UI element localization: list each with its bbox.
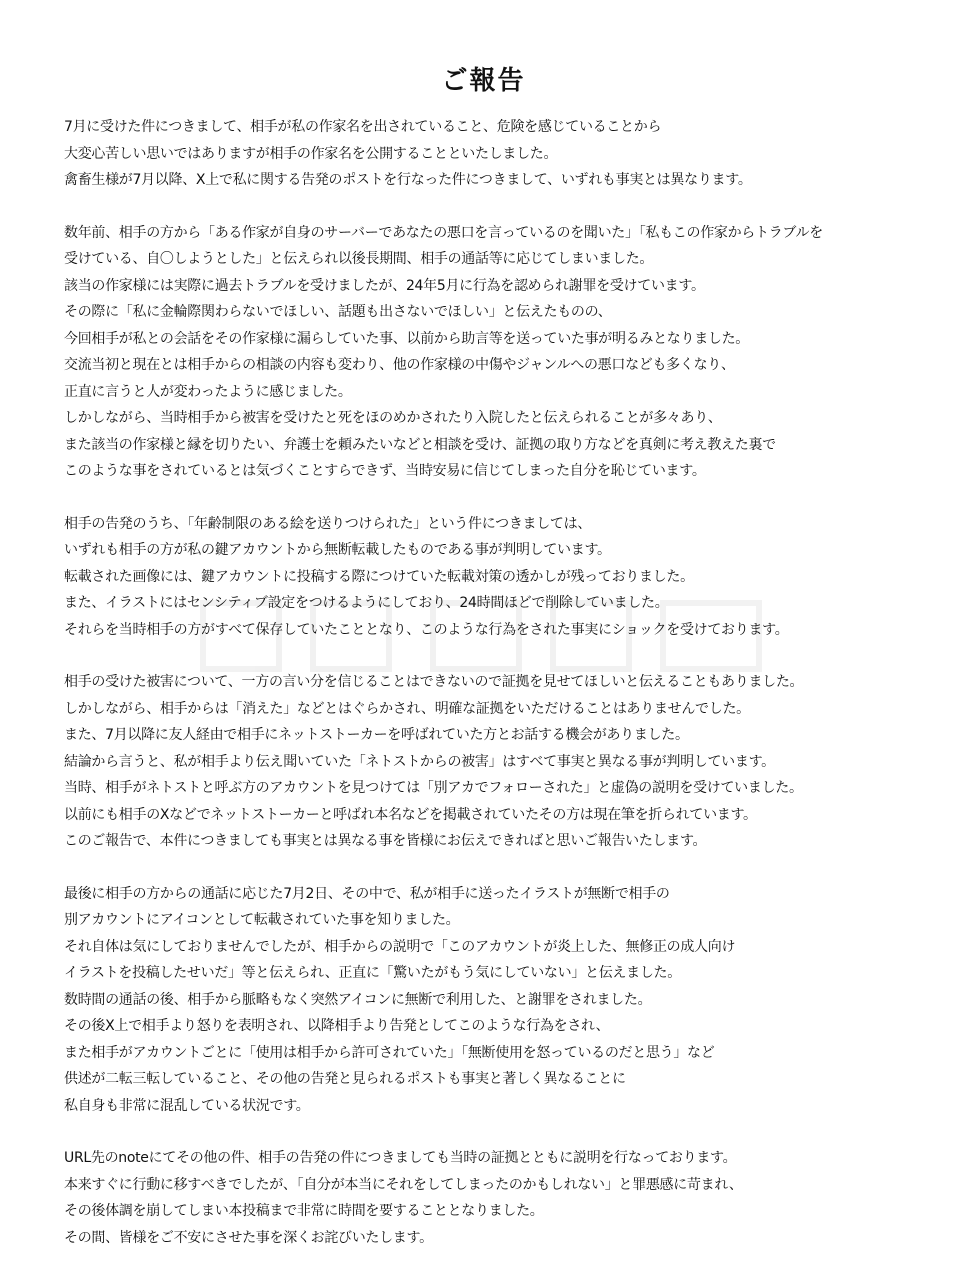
text-line: 当時、相手がネトストと呼ぶ方のアカウントを見つけては「別アカでフォローされた」と虚偽の説明を受けていました。 — [64, 780, 803, 796]
document-body — [64, 114, 954, 1277]
text-line: 相手の受けた被害について、一方の言い分を信じることはできないので証拠を見せてほしいと伝えることもありました。 — [64, 674, 804, 690]
paragraph-4 — [64, 669, 954, 855]
paragraph-2 — [64, 220, 954, 485]
text-line: 大変心苦しい思いではありますが相手の作家名を公開することといたしました。 — [64, 145, 558, 162]
text-line: 数時間の通話の後、相手から脈略もなく突然アイコンに無断で利用した、と謝罪をされました。 — [64, 991, 652, 1008]
text-line: 最後に相手の方からの通話に応じた7月2日、その中で、私が相手に送ったイラストが無断で相手の — [64, 885, 670, 902]
text-line: その間、皆様をご不安にさせた事を深くお詫びいたします。 — [64, 1229, 433, 1246]
text-line: 転載された画像には、鍵アカウントに投稿する際につけていた転載対策の透かしが残っておりました。 — [64, 568, 694, 585]
paragraph-1 — [64, 114, 954, 194]
text-line: 数年前、相手の方から「ある作家が自身のサーバーであなたの悪口を言っているのを聞いた」「私もこの作家からトラブルを — [64, 224, 823, 241]
text-line: このような事をされているとは気づくことすらできず、当時安易に信じてしまった自分を恥じています。 — [64, 463, 706, 479]
text-line: 受けている、自〇しようとした」と伝えられ以後長期間、相手の通話等に応じてしまいました。 — [64, 251, 654, 267]
text-line: 供述が二転三転していること、その他の告発と見られるポストも事実と著しく異なることに — [64, 1071, 626, 1087]
text-line: 今回相手が私との会話をその作家様に漏らしていた事、以前から助言等を送っていた事が明るみとなりました。 — [64, 330, 749, 347]
text-line: いずれも相手の方が私の鍵アカウントから無断転載したものである事が判明しています。 — [64, 542, 611, 558]
text-line: また、7月以降に友人経由で相手にネットストーカーを呼ばれていた方とお話する機会がありました。 — [64, 727, 689, 743]
text-line: 私自身も非常に混乱している状況です。 — [64, 1097, 310, 1114]
text-line: それらを当時相手の方がすべて保存していたこととなり、このような行為をされた事実にショックを受けております。 — [64, 621, 789, 638]
text-line: 正直に言うと人が変わったように感じました。 — [64, 383, 352, 400]
paragraph-3 — [64, 511, 954, 644]
text-line: それ自体は気にしておりませんでしたが、相手からの説明で「このアカウントが炎上した、無修正の成人向け — [64, 938, 736, 955]
text-line: 結論から言うと、私が相手より伝え聞いていた「ネトストからの被害」はすべて事実と異なる事が判明しています。 — [64, 753, 775, 770]
text-line: 相手の告発のうち、「年齢制限のある絵を送りつけられた」という件につきましては、 — [64, 515, 592, 532]
text-line: 7月に受けた件につきまして、相手が私の作家名を出されていること、危険を感じていることから — [64, 119, 662, 135]
paragraph-6 — [64, 1145, 954, 1251]
text-line: その際に「私に金輪際関わらないでほしい、話題も出さないでほしい」と伝えたものの、 — [64, 304, 612, 320]
text-line: しかしながら、当時相手から被害を受けたと死をほのめかされたり入院したと伝えられることが多々あり、 — [64, 410, 722, 426]
text-line: 本来すぐに行動に移すべきでしたが、「自分が本当にそれをしてしまったのかもしれない」と罪悪感に苛まれ、 — [64, 1176, 743, 1193]
text-line: 別アカウントにアイコンとして転載されていた事を知りました。 — [64, 912, 460, 928]
text-line: また、イラストにはセンシティブ設定をつけるようにしており、24時間ほどで削除していました。 — [64, 595, 669, 611]
paragraph-5 — [64, 881, 954, 1120]
text-line: イラストを投稿したせいだ」等と伝えられ、正直に「驚いたがもう気にしていない」と伝えました。 — [64, 965, 681, 981]
text-line: 交流当初と現在とは相手からの相談の内容も変わり、他の作家様の中傷やジャンルへの悪口なども多くなり、 — [64, 357, 735, 373]
text-line: 該当の作家様には実際に過去トラブルを受けましたが、24年5月に行為を認められ謝罪を受けています。 — [64, 277, 705, 294]
text-line: しかしながら、相手からは「消えた」などとはぐらかされ、明確な証拠をいただけることはありませんでした。 — [64, 700, 750, 717]
text-line: その後体調を崩してしまい本投稿まで非常に時間を要することとなりました。 — [64, 1203, 544, 1219]
text-line: このご報告で、本件につきましても事実とは異なる事を皆様にお伝えできればと思いご報告いたします。 — [64, 833, 707, 849]
text-line: 以前にも相手のXなどでネットストーカーと呼ばれ本名などを掲載されていたその方は現在筆を折られています。 — [64, 806, 757, 823]
text-line: URL先のnoteにてその他の件、相手の告発の件につきましても当時の証拠とともに説明を行なっております。 — [64, 1150, 737, 1166]
text-line: また該当の作家様と縁を切りたい、弁護士を頼みたいなどと相談を受け、証拠の取り方などを真剣に考え教えた裏で — [64, 436, 776, 453]
text-line: 禽畜生様が7月以降、X上で私に関する告発のポストを行なった件につきまして、いずれも事実とは異なります。 — [64, 172, 752, 188]
text-line: その後X上で相手より怒りを表明され、以降相手より告発としてこのような行為をされ、 — [64, 1018, 610, 1034]
text-line: また相手がアカウントごとに「使用は相手から許可されていた」「無断使用を怒っているのだと思う」など — [64, 1044, 715, 1061]
page-title: ご報告 — [441, 66, 526, 97]
